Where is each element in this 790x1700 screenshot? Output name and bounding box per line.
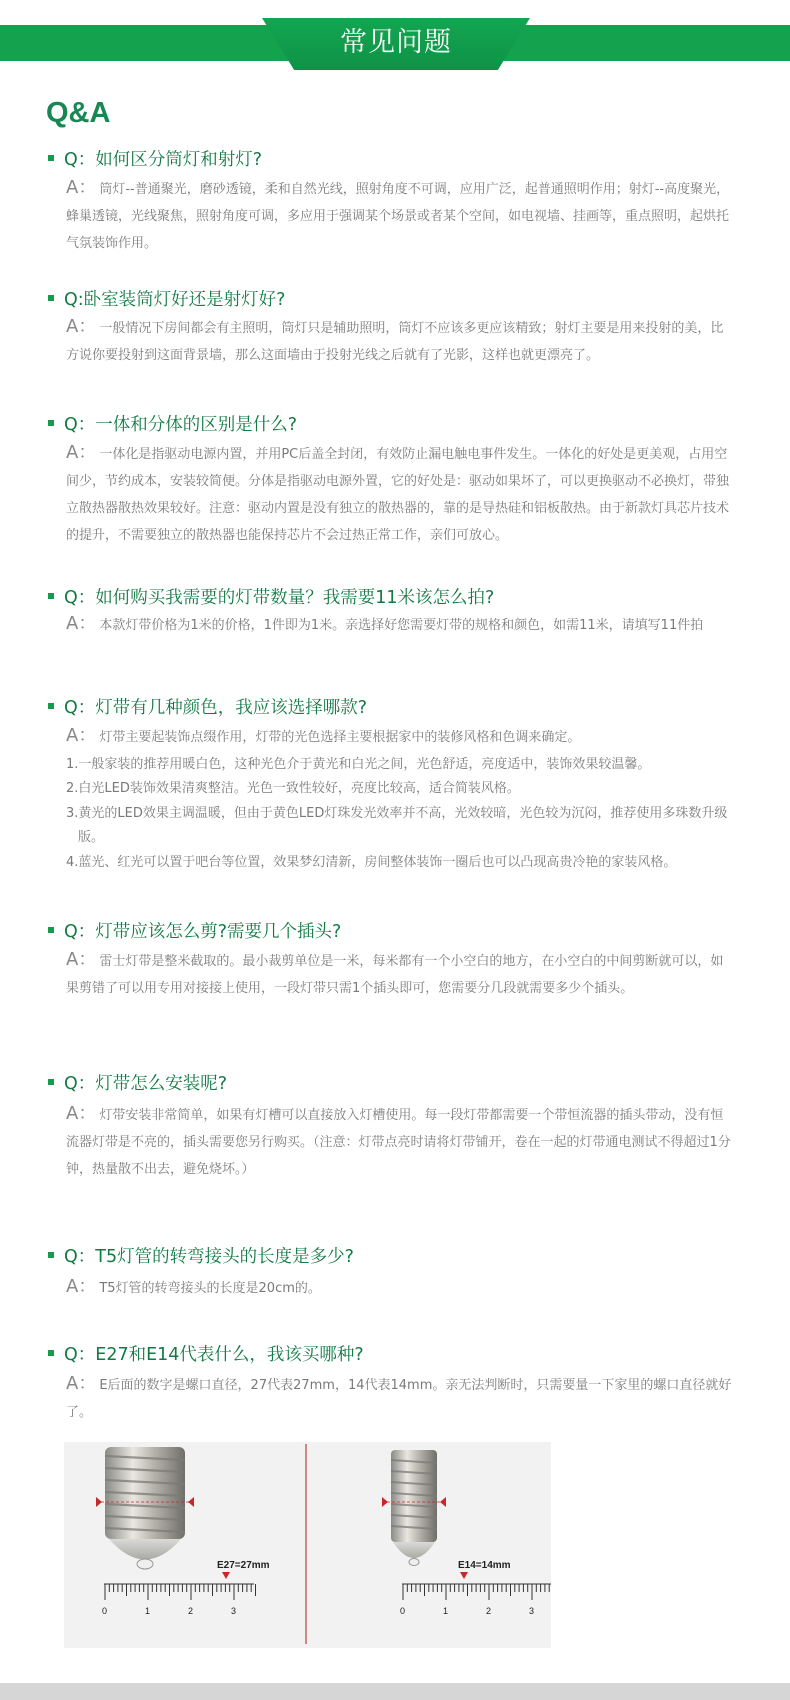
answer-text: E后面的数字是螺口直径，27代表27mm，14代表14mm。亲无法判断时，只需要量一下家里的螺口直径就好了。 [66,1378,732,1420]
answer-text: 筒灯--普通聚光，磨砂透镜，柔和自然光线，照射角度不可调，应用广泛，起普通照明作用；射灯--高度聚光，蜂巢透镜，光线聚焦，照射角度可调，多应用于强调某个场景或者某个空间，如电视墙、挂画等，重点照明，起烘托气氛装饰作用。 [66,182,730,251]
faq-question [48,286,285,311]
question-text: Q：E27和E14代表什么，我该买哪种? [64,1345,364,1365]
faq-answer [66,1100,732,1183]
question-text: Q：灯带怎么安装呢? [64,1074,228,1094]
faq-question [48,1070,227,1095]
faq-question [48,918,341,943]
faq-answer [66,439,732,549]
bullet-square-icon [48,420,54,426]
e27-pointer-icon [222,1572,230,1579]
bullet-square-icon [48,1350,54,1356]
question-text: Q:卧室装筒灯好还是射灯好? [64,290,286,310]
faq-question [48,1243,354,1268]
bottom-bar [0,1683,790,1700]
ruler-tick-label: 1 [443,1606,449,1616]
faq-answer [66,174,732,257]
faq-answer [66,722,732,751]
page-title: 常见问题 [340,27,452,58]
answer-text: 本款灯带价格为1米的价格，1件即为1米。亲选择好您需要灯带的规格和颜色，如需11米，请填写11件拍 [99,618,704,633]
e27-ruler [104,1584,256,1600]
marker-arrow-icon [440,1497,446,1507]
question-text: Q：T5灯管的转弯接头的长度是多少? [64,1247,354,1267]
answer-text: 一体化是指驱动电源内置，并用PC后盖全封闭，有效防止漏电触电事件发生。一体化的好处是更美观，占用空间少，节约成本，安装较简便。分体是指驱动电源外置，它的好处是：驱动如果坏了，可以更换驱动不必换灯，带独立散热器散热效果较好。注意：驱动内置是没有独立的散热器的，靠的是导热硅和铝板散热。由于新款灯具芯片技术的提升，不需要独立的散热器也能保持芯片不会过热正常工作，亲们可放心。 [66,447,730,543]
answer-mark: A： [66,316,97,337]
answer-mark: A： [66,1103,97,1124]
list-item: 2.白光LED装饰效果清爽整洁。光色一致性较好，亮度比较高，适合简装风格。 [66,781,520,796]
answer-mark: A： [66,949,97,970]
answer-mark: A： [66,1373,97,1394]
list-item: 3.黄光的LED效果主调温暖，但由于黄色LED灯珠发光效率并不高，光效较暗，光色较为沉闷，推荐使用多珠数升级版。 [66,806,728,845]
answer-mark: A： [66,725,97,746]
e14-label: E14=14mm [458,1560,511,1571]
ruler-tick-label: 3 [231,1606,237,1616]
answer-mark: A： [66,177,97,198]
bullet-square-icon [48,1079,54,1085]
e14-ruler [402,1584,551,1600]
faq-answer [66,610,732,639]
faq-answer [66,1370,732,1426]
answer-mark: A： [66,613,97,634]
question-text: Q：如何区分筒灯和射灯? [64,150,263,170]
question-text: Q：灯带应该怎么剪?需要几个插头? [64,922,342,942]
bullet-square-icon [48,155,54,161]
bullet-square-icon [48,295,54,301]
answer-text: 灯带安装非常简单，如果有灯槽可以直接放入灯槽使用。每一段灯带都需要一个带恒流器的插头带动，没有恒流器灯带是不亮的，插头需要您另行购买。（注意：灯带点亮时请将灯带铺开，卷在一起的灯带通电测试不得超过1分钟，热量散不出去，避免烧坏。） [66,1108,731,1177]
answer-text: T5灯管的转弯接头的长度是20cm的。 [99,1281,321,1296]
faq-answer [66,313,732,369]
bullet-square-icon [48,593,54,599]
e27-label: E27=27mm [217,1560,270,1571]
ruler-tick-label: 3 [529,1606,535,1616]
ruler-tick-label: 2 [188,1606,194,1616]
answer-text: 一般情况下房间都会有主照明，筒灯只是辅助照明，筒灯不应该多更应该精致；射灯主要是用来投射的美，比方说你要投射到这面背景墙，那么这面墙由于投射光线之后就有了光影，这样也就更漂亮了。 [66,321,724,363]
faq-question [48,411,297,436]
answer-text: 雷士灯带是整米截取的。最小裁剪单位是一米，每米都有一个小空白的地方，在小空白的中间剪断就可以，如果剪错了可以用专用对接接上使用，一段灯带只需1个插头即可，您需要分几段就需要多少个插头。 [66,954,724,996]
bullet-square-icon [48,1252,54,1258]
faq-question [48,584,494,609]
ruler-tick-label: 0 [400,1606,406,1616]
qa-heading: Q&A [46,97,111,129]
list-item: 1.一般家装的推荐用暖白色，这种光色介于黄光和白光之间，光色舒适，亮度适中，装饰效果较温馨。 [66,757,651,772]
bulb-base-comparison-figure [64,1442,551,1648]
faq-answer [66,1273,732,1302]
bullet-square-icon [48,703,54,709]
answer-text: 灯带主要起装饰点缀作用，灯带的光色选择主要根据家中的装修风格和色调来确定。 [99,730,581,745]
list-item: 4.蓝光、红光可以置于吧台等位置，效果梦幻清新，房间整体装饰一圈后也可以凸现高贵冷艳的家装风格。 [66,855,677,870]
question-text: Q：如何购买我需要的灯带数量？我需要11米该怎么拍? [64,588,495,608]
bullet-square-icon [48,927,54,933]
e14-pointer-icon [460,1572,468,1579]
ruler-tick-label: 2 [486,1606,492,1616]
bulb-base-illustration [64,1442,551,1648]
ruler-tick-label: 1 [145,1606,151,1616]
marker-arrow-icon [382,1497,388,1507]
faq-question [48,694,367,719]
faq-question [48,1341,364,1366]
marker-arrow-icon [188,1497,194,1507]
question-text: Q：一体和分体的区别是什么? [64,415,298,435]
faq-answer [66,946,732,1002]
question-text: Q：灯带有几种颜色，我应该选择哪款? [64,698,368,718]
answer-mark: A： [66,442,97,463]
ruler-tick-label: 0 [102,1606,108,1616]
e27-bulb-base [96,1447,194,1569]
marker-arrow-icon [96,1497,102,1507]
faq-question [48,146,262,171]
answer-mark: A： [66,1276,97,1297]
e14-bulb-base [382,1450,446,1566]
